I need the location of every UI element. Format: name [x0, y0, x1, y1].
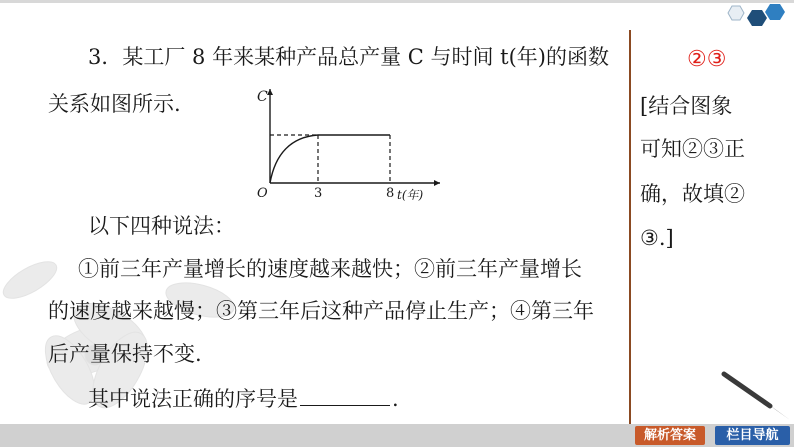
section-navigation-button[interactable]: 栏目导航: [715, 426, 790, 445]
function-graph: [255, 85, 445, 210]
explanation-line-1: [结合图象: [640, 94, 733, 118]
x-tick-8: 8: [386, 186, 395, 201]
problem-line-5: 的速度越来越慢；③第三年后这种产品停止生产；④第三年: [48, 299, 594, 323]
y-axis-label: C: [257, 89, 268, 105]
problem-line-3: 以下四种说法：: [88, 214, 235, 238]
answer-analysis-button[interactable]: 解析答案: [635, 426, 705, 445]
vertical-divider: [629, 30, 631, 426]
explanation-line-4: ③.]: [640, 226, 674, 250]
origin-label: O: [257, 186, 268, 201]
problem-line-7: [88, 385, 399, 413]
explanation-line-3: 确，故填②: [640, 182, 745, 206]
answer-blank: [300, 385, 390, 406]
explanation-line-2: 可知②③正: [640, 137, 745, 161]
brush-decoration-icon: [720, 370, 794, 424]
problem-line-2: 关系如图所示.: [48, 92, 181, 116]
problem-line-4: ①前三年产量增长的速度越来越快；②前三年产量增长: [78, 257, 582, 281]
x-axis-label: t(年): [397, 188, 424, 202]
problem-line-6: 后产量保持不变.: [48, 342, 202, 366]
question-end: .: [392, 387, 399, 411]
question-text: 其中说法正确的序号是: [88, 387, 298, 411]
hexagon-decoration-icon: [722, 2, 794, 28]
x-tick-3: 3: [314, 186, 323, 201]
answer-result: ②③: [687, 47, 727, 72]
problem-line-1: 3．某工厂 8 年来某种产品总产量 C 与时间 t(年)的函数: [88, 45, 609, 69]
